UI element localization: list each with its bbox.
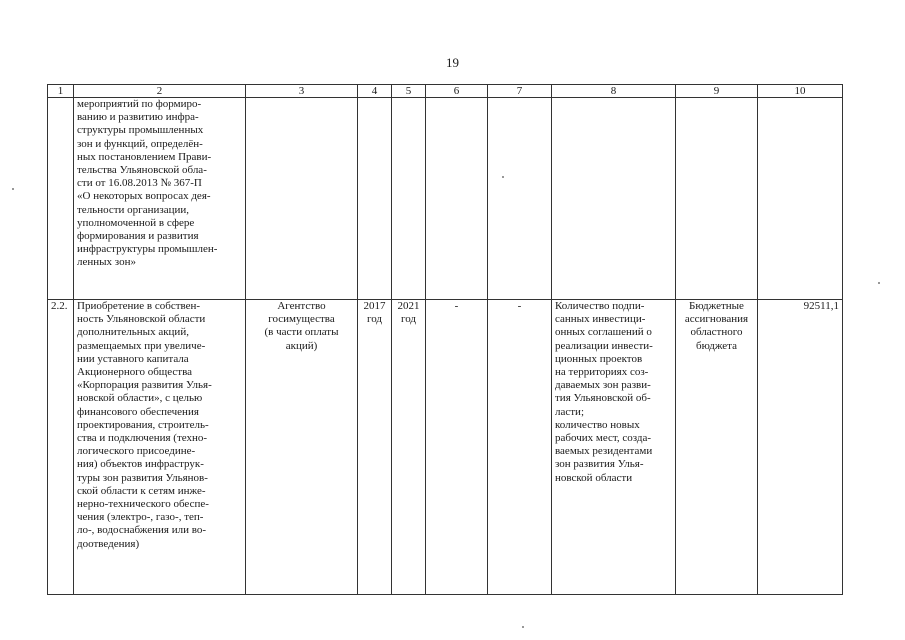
col6-cell: -: [426, 300, 488, 595]
column-number: 5: [392, 85, 426, 98]
table-row: [48, 98, 843, 300]
column-number: 2: [74, 85, 246, 98]
indicator-cell: [552, 98, 676, 300]
scan-speck: [502, 176, 504, 178]
page-number: 19: [446, 55, 459, 70]
column-number-row: [48, 85, 843, 98]
column-number: 1: [48, 85, 74, 98]
amount-cell: [758, 98, 843, 300]
start-year-cell: 2017 год: [358, 300, 392, 595]
program-table: [47, 84, 843, 595]
end-year-cell: 2021 год: [392, 300, 426, 595]
action-cell: Приобретение в собствен- ность Ульяновской области дополнительных акций, размещаемых при увеличе- нии уставного капитала Акционерного общества «Корпорация развития Улья- новской области», с целью финансового обеспечения проектирования, строитель- ства и подключения (техно- логического присоедине- ния) объектов инфраструк- туры зон развития Ульянов- ской области к сетям инже- нерно-технического обеспе- чения (электро-, газо-, теп- ло-, водоснабжения или во- доотведения): [74, 300, 246, 595]
amount-cell: 92511,1: [758, 300, 843, 595]
column-number: 8: [552, 85, 676, 98]
column-number: 6: [426, 85, 488, 98]
column-number: 3: [246, 85, 358, 98]
column-number: 4: [358, 85, 392, 98]
column-number: 10: [758, 85, 843, 98]
executor-cell: Агентство госимущества (в части оплаты акций): [246, 300, 358, 595]
scan-speck: [522, 626, 524, 628]
end-year-cell: [392, 98, 426, 300]
funding-source-cell: [676, 98, 758, 300]
column-number: 7: [488, 85, 552, 98]
row-number-cell: 2.2.: [48, 300, 74, 595]
col7-cell: -: [488, 300, 552, 595]
funding-source-cell: Бюджетные ассигнования областного бюджета: [676, 300, 758, 595]
scan-speck: [12, 188, 14, 190]
action-cell: мероприятий по формиро- ванию и развитию инфра- структуры промышленных зон и функций, определён- ных постановлением Прави- тельства Ульяновской обла- сти от 16.08.2013 № 367-П «О некоторых вопросах дея- тельности организации, уполномоченной в сфере формирования и развития инфраструктуры промышлен- ленных зон»: [74, 98, 246, 300]
scan-speck: [878, 282, 880, 284]
col6-cell: [426, 98, 488, 300]
col7-cell: [488, 98, 552, 300]
table-row: [48, 300, 843, 595]
column-number: 9: [676, 85, 758, 98]
executor-cell: [246, 98, 358, 300]
row-number-cell: [48, 98, 74, 300]
start-year-cell: [358, 98, 392, 300]
indicator-cell: Количество подпи- санных инвестици- онных соглашений о реализации инвести- ционных проектов на территориях соз- даваемых зон разви- тия Ульяновской об- ласти; количество новых рабочих мест, созда- ваемых резидентами зон развития Улья- новской области: [552, 300, 676, 595]
